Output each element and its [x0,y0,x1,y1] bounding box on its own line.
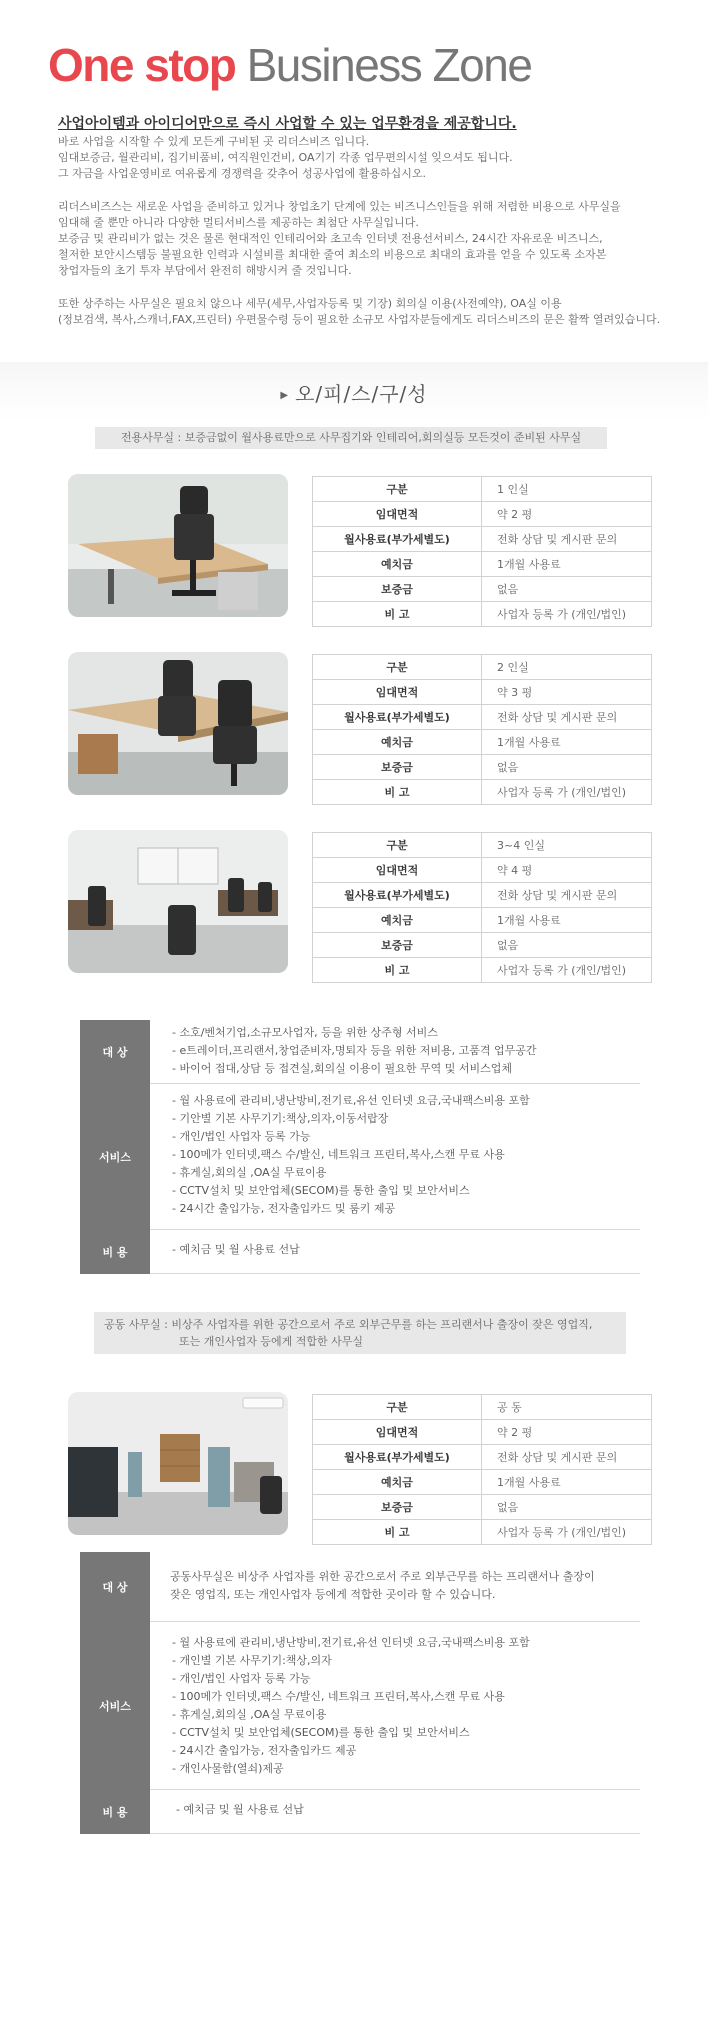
table-row: 구분 공 동 [313,1395,652,1420]
list-item: - 월 사용료에 관리비,냉난방비,전기료,유선 인터넷 요금,국내팩스비용 포함 [172,1094,530,1107]
shared-office-note [94,1312,626,1354]
table-row: 월사용료(부가세별도) 전화 상담 및 게시판 문의 [313,527,652,552]
intro-line: 임대보증금, 월관리비, 집기비품비, 여직원인건비, OA기기 각종 업무편의시설 잊으셔도 됩니다. [58,151,513,164]
triangle-right-icon: ▶ [280,390,290,401]
private-office-note: 전용사무실 : 보증금없이 월사용료만으로 사무집기와 인테리어,회의실등 모든것이 준비된 사무실 [95,427,607,449]
list-item: - 개인사물함(열쇠)제공 [172,1762,284,1775]
office-spec-table-1 [312,476,652,627]
table-row: 임대면적 약 4 평 [313,858,652,883]
list-item: - 개인/법인 사업자 등록 가능 [172,1130,311,1143]
target-label: 대 상 [80,1552,150,1622]
intro-line: 그 자금을 사업운영비로 여유롭게 경쟁력을 갖추어 성공사업에 활용하십시오. [58,167,427,180]
table-row: 임대면적 약 3 평 [313,680,652,705]
list-item: - CCTV설치 및 보안업체(SECOM)를 통한 출입 및 보안서비스 [172,1726,470,1739]
target-row [80,1020,640,1084]
cost-row [80,1230,640,1274]
list-item: - 기안별 기본 사무기기:책상,의자,이동서랍장 [172,1112,389,1125]
cost-label: 비 용 [80,1230,150,1274]
list-item: - e트레이더,프리랜서,창업준비자,명퇴자 등을 위한 저비용, 고품격 업무공간 [172,1044,537,1057]
table-row: 구분 2 인실 [313,655,652,680]
title-business-zone: Business Zone [246,39,532,91]
service-row [80,1084,640,1230]
table-row: 보증금 없음 [313,577,652,602]
list-item: - 소호/벤처기업,소규모사업자, 등을 위한 상주형 서비스 [172,1026,438,1039]
cost-label: 비 용 [80,1790,150,1834]
office-photo-2 [68,652,288,795]
shared-office-spec-table [312,1394,652,1545]
list-item: - 휴게실,회의실 ,OA실 무료이용 [172,1708,327,1721]
intro-line: 임대해 줄 뿐만 아니라 다양한 멀티서비스를 제공하는 최첨단 사무실입니다. [58,216,419,229]
table-row: 임대면적 약 2 평 [313,502,652,527]
table-row: 구분 1 인실 [313,477,652,502]
list-item: - 24시간 출입가능, 전자출입카드 및 룸키 제공 [172,1202,396,1215]
list-item: - 바이어 접대,상담 등 접견실,회의실 이용이 필요한 무역 및 서비스업체 [172,1062,512,1075]
intro-line: 창업자들의 초기 투자 부담에서 완전히 해방시켜 줄 것입니다. [58,264,352,277]
table-row: 보증금 없음 [313,755,652,780]
intro-headline: 사업아이템과 아이디어만으로 즉시 사업할 수 있는 업무환경을 제공합니다. [58,116,517,132]
section-heading [0,378,708,407]
office-photo-1 [68,474,288,617]
table-row: 월사용료(부가세별도) 전화 상담 및 게시판 문의 [313,705,652,730]
list-item: - 월 사용료에 관리비,냉난방비,전기료,유선 인터넷 요금,국내팩스비용 포함 [172,1636,530,1649]
table-row: 구분 3~4 인실 [313,833,652,858]
table-row: 임대면적 약 2 평 [313,1420,652,1445]
service-label: 서비스 [80,1084,150,1230]
list-item: 잦은 영업직, 또는 개인사업자 등에게 적합한 곳이라 할 수 있습니다. [170,1588,496,1601]
list-item: - 휴게실,회의실 ,OA실 무료이용 [172,1166,327,1179]
intro-line: 리더스비즈스는 새로운 사업을 준비하고 있거나 창업초기 단계에 있는 비즈니스인들을 위해 저렴한 비용으로 사무실을 [58,200,621,213]
list-item: 공동사무실은 비상주 사업자를 위한 공간으로서 주로 외부근무를 하는 프리랜서나 출장이 [170,1570,595,1583]
table-row: 비 고 사업자 등록 가 (개인/법인) [313,1520,652,1545]
list-item: - CCTV설치 및 보안업체(SECOM)를 통한 출입 및 보안서비스 [172,1184,470,1197]
table-row: 예치금 1개월 사용료 [313,730,652,755]
section-heading-text: 오/피/스/구/성 [295,382,428,406]
table-row: 보증금 없음 [313,1495,652,1520]
list-item: - 100메가 인터넷,팩스 수/발신, 네트워크 프린터,복사,스캔 무료 사용 [172,1148,505,1161]
intro-line: 보증금 및 관리비가 없는 것은 물론 현대적인 인테리어와 초고속 인터넷 전용선서비스, 24시간 자유로운 비즈니스, [58,232,603,245]
private-office-features [80,1020,640,1274]
service-label: 서비스 [80,1622,150,1790]
table-row: 월사용료(부가세별도) 전화 상담 및 게시판 문의 [313,1445,652,1470]
shared-note-line: 공동 사무실 : 비상주 사업자를 위한 공간으로서 주로 외부근무를 하는 프리랜서나 출장이 잦은 영업직, [104,1318,593,1331]
title-one-stop: One stop [48,39,236,91]
service-row [80,1622,640,1790]
list-item: - 예치금 및 월 사용료 선납 [172,1243,300,1256]
list-item: - 개인/법인 사업자 등록 가능 [172,1672,311,1685]
table-row: 비 고 사업자 등록 가 (개인/법인) [313,602,652,627]
intro-line: 바로 사업을 시작할 수 있게 모든게 구비된 곳 리더스비즈 입니다. [58,135,370,148]
intro-line: (정보검색, 복사,스캐너,FAX,프린터) 우편물수령 등이 필요한 소규모 사업자분들에게도 리더스비즈의 문은 활짝 열려있습니다. [58,313,661,326]
office-photo-3 [68,830,288,973]
cost-row [80,1790,640,1834]
list-item: - 예치금 및 월 사용료 선납 [176,1803,304,1816]
table-row: 비 고 사업자 등록 가 (개인/법인) [313,958,652,983]
shared-office-features [80,1552,640,1834]
table-row: 예치금 1개월 사용료 [313,552,652,577]
table-row: 월사용료(부가세별도) 전화 상담 및 게시판 문의 [313,883,652,908]
list-item: - 24시간 출입가능, 전자출입카드 제공 [172,1744,357,1757]
list-item: - 개인별 기본 사무기기:책상,의자 [172,1654,332,1667]
target-label: 대 상 [80,1020,150,1084]
target-row [80,1552,640,1622]
table-row: 보증금 없음 [313,933,652,958]
table-row: 예치금 1개월 사용료 [313,908,652,933]
office-spec-table-3 [312,832,652,983]
page-title [48,38,531,92]
intro-line: 철저한 보안시스템등 불필요한 인력과 시설비를 최대한 줄여 최소의 비용으로 최대의 효과를 얻을 수 있도록 소자본 [58,248,607,261]
intro-line: 또한 상주하는 사무실은 필요치 않으나 세무(세무,사업자등록 및 기장) 회의실 이용(사전예약), OA실 이용 [58,297,562,310]
shared-note-line: 또는 개인사업자 등에게 적합한 사무실 [179,1335,364,1348]
office-spec-table-2 [312,654,652,805]
intro-text [58,115,661,328]
list-item: - 100메가 인터넷,팩스 수/발신, 네트워크 프린터,복사,스캔 무료 사용 [172,1690,505,1703]
table-row: 비 고 사업자 등록 가 (개인/법인) [313,780,652,805]
table-row: 예치금 1개월 사용료 [313,1470,652,1495]
shared-office-photo [68,1392,288,1535]
